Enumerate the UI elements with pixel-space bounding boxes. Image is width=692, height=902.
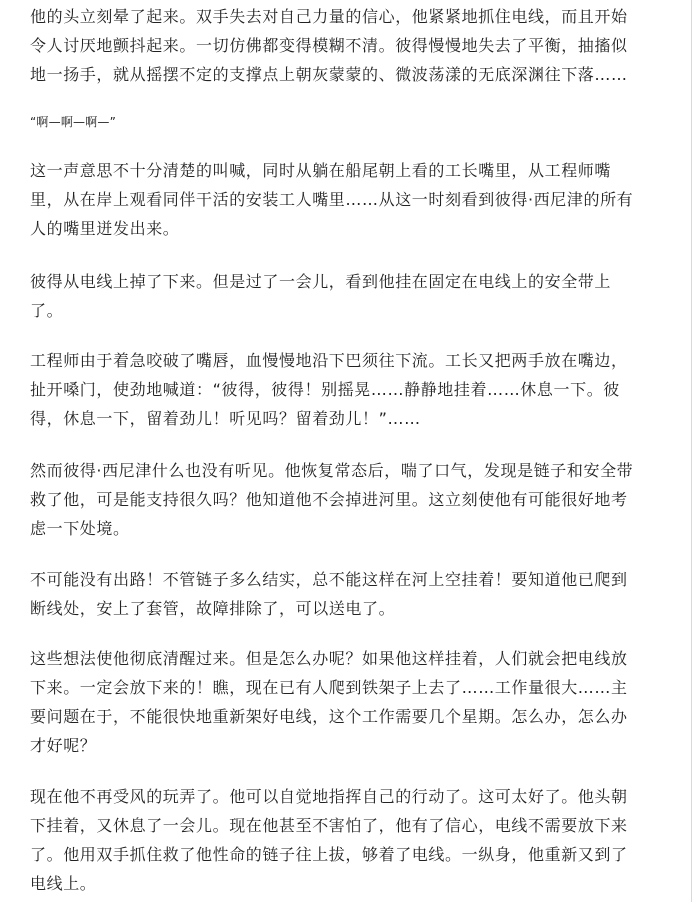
paragraph-5: 工程师由于着急咬破了嘴唇，血慢慢地沿下巴须往下流。工长又把两手放在嘴边，扯开嗓门，使劲地喊道：“彼得，彼得！别摇晃……静静地挂着……休息一下。彼得，休息一下，留着劲儿！听见吗？留着劲儿！”…… (30, 351, 628, 428)
paragraph-6: 然而彼得·西尼津什么也没有听见。他恢复常态后，喘了口气，发现是链子和安全带救了他，可是能支持很久吗？他知道他不会掉进河里。这立刻使他有可能很好地考虑一下处境。 (30, 461, 634, 538)
paragraph-8: 这些想法使他彻底清醒过来。但是怎么办呢？如果他这样挂着，人们就会把电线放下来。一定会放下来的！瞧，现在已有人爬到铁架子上去了……工作量很大……主要问题在于，不能很快地重新架好电线，这个工作需要几个星期。怎么办，怎么办才好呢？ (30, 649, 628, 755)
paragraph-9: 现在他不再受风的玩弄了。他可以自觉地指挥自己的行动了。这可太好了。他头朝下挂着，又休息了一会儿。现在他甚至不害怕了，他有了信心，电线不需要放下来了。他用双手抓住救了他性命的链子往上拔，够着了电线。一纵身，他重新又到了电线上。 (30, 787, 628, 893)
paragraph-7: 不可能没有出路！不管链子多么结实，总不能这样在河上空挂着！要知道他已爬到断线处，安上了套管，故障排除了，可以送电了。 (30, 570, 628, 618)
paragraph-4: 彼得从电线上掉了下来。但是过了一会儿，看到他挂在固定在电线上的安全带上了。 (30, 272, 612, 320)
paragraph-2-shout: “啊—啊—啊—” (30, 115, 117, 129)
paragraph-1: 他的头立刻晕了起来。双手失去对自己力量的信心，他紧紧地抓住电线，而且开始令人讨厌地颤抖起来。一切仿佛都变得模糊不清。彼得慢慢地失去了平衡，抽搐似地一扬手，就从摇摆不定的支撑点上朝灰蒙蒙的、微波荡漾的无底深渊往下落…… (30, 7, 628, 84)
paragraph-3: 这一声意思不十分清楚的叫喊，同时从躺在船尾朝上看的工长嘴里，从工程师嘴里，从在岸上观看同伴干活的安装工人嘴里……从这一时刻看到彼得·西尼津的所有人的嘴里迸发出来。 (30, 161, 634, 238)
